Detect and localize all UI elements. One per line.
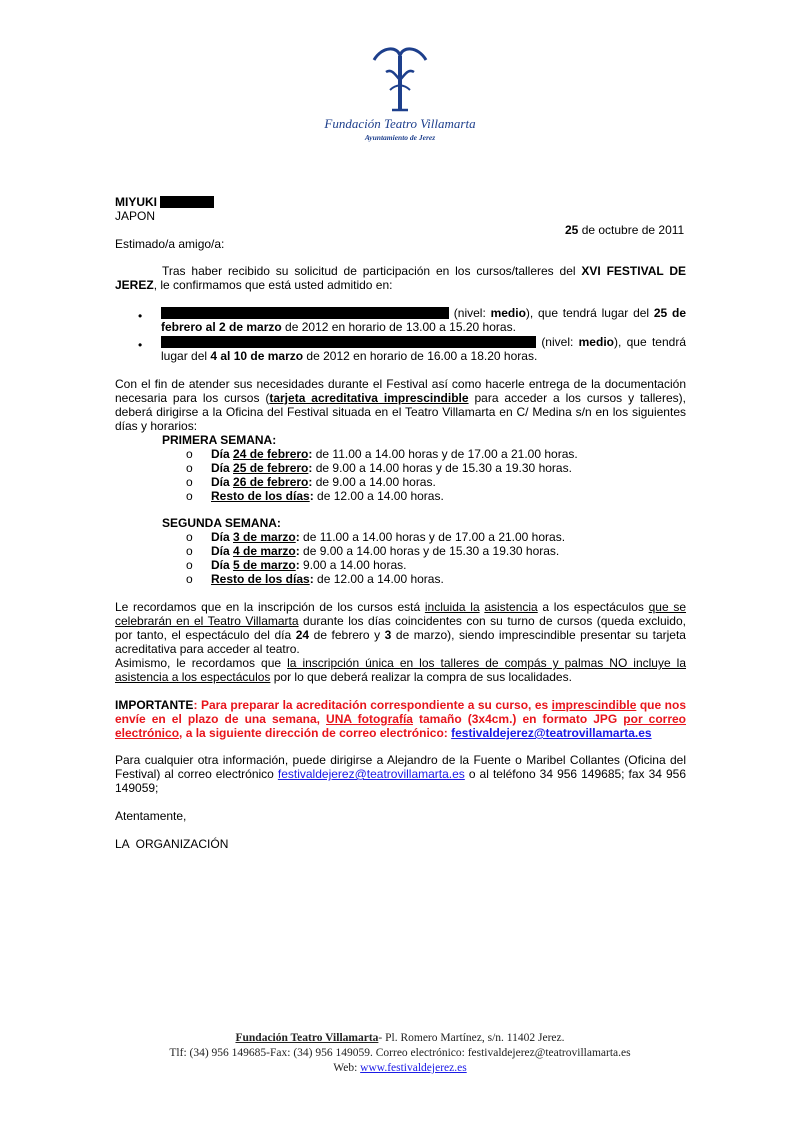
info-email-link[interactable]: festivaldejerez@teatrovillamarta.es xyxy=(277,767,465,781)
footer-line-2: Tlf: (34) 956 149685-Fax: (34) 956 149059. Correo electrónico: festivaldejerez@teatrovillamarta.es xyxy=(169,1047,631,1059)
date-rest: de octubre de 2011 xyxy=(578,223,685,237)
info-paragraph: Para cualquier otra información, puede dirigirse a Alejandro de la Fuente o Maribel Collantes (Oficina del Festival) al correo electrónico festivaldejerez@teatrovillamarta.es o al teléfono 34 956 149685; fax 34 956 149059; xyxy=(115,753,686,795)
logo-subtitle: Ayuntamiento de Jerez xyxy=(364,133,436,142)
greeting: Estimado/a amigo/a: xyxy=(115,237,225,251)
redaction-bar xyxy=(161,336,536,348)
week-title: PRIMERA SEMANA: xyxy=(162,433,277,447)
footer-web-link[interactable]: www.festivaldejerez.es xyxy=(360,1062,467,1074)
recipient-first-name: MIYUKI xyxy=(115,195,157,209)
schedule-item: o Día 3 de marzo: de 11.00 a 14.00 horas y de 17.00 a 21.00 horas. xyxy=(186,530,566,544)
letter-date xyxy=(565,223,684,237)
festival-name: XVI FESTIVAL DE JEREZ xyxy=(115,264,686,292)
footer xyxy=(120,1031,680,1076)
date-day: 25 xyxy=(565,223,579,237)
logo xyxy=(320,42,480,152)
week-list xyxy=(186,447,578,503)
schedule-item: o Día 5 de marzo: 9.00 a 14.00 horas. xyxy=(186,558,407,572)
course-item: (nivel: medio), que tendrá lugar del 4 al 10 de marzo de 2012 en horario de 16.00 a 18.20 horas. xyxy=(161,335,686,363)
important-email-link[interactable]: festivaldejerez@teatrovillamarta.es xyxy=(451,726,652,740)
week-title: SEGUNDA SEMANA: xyxy=(162,516,281,530)
recipient-name xyxy=(115,195,214,209)
signature: LA ORGANIZACIÓN xyxy=(115,837,229,851)
footer-org: Fundación Teatro Villamarta xyxy=(235,1032,379,1044)
logo-name: Fundación Teatro Villamarta xyxy=(324,116,476,131)
closing: Atentamente, xyxy=(115,809,187,823)
schedule-item: o Resto de los días: de 12.00 a 14.00 horas. xyxy=(186,572,444,586)
redaction-bar xyxy=(160,196,214,208)
redaction-bar xyxy=(161,307,449,319)
course-bullet: • xyxy=(138,309,143,323)
schedule-item: o Día 4 de marzo: de 9.00 a 14.00 horas y de 15.30 a 19.30 horas. xyxy=(186,544,560,558)
important-notice: IMPORTANTE: Para preparar la acreditación correspondiente a su curso, es imprescindible que nos envíe en el plazo de una semana, UNA fotografía tamaño (3x4cm.) en formato JPG por correo electrónico, a la siguiente dirección de correo electrónico: festivaldejerez@teatrovillamarta.es xyxy=(115,698,687,740)
schedule-item: o Día 24 de febrero: de 11.00 a 14.00 horas y de 17.00 a 21.00 horas. xyxy=(186,447,578,461)
stylized-f-emblem-icon xyxy=(320,42,480,114)
reminder-paragraph: Le recordamos que en la inscripción de los cursos está incluida la asistencia a los espectáculos que se celebrarán en el Teatro Villamarta durante los días coincidentes con su turno de cursos (queda excluido, por tanto, el espectáculo del día 24 de febrero y 3 de marzo), siendo imprescindible presentar su tarjeta acreditativa para acceder al teatro. xyxy=(115,600,687,656)
important-label: IMPORTANTE xyxy=(115,698,194,712)
schedule-item: o Día 26 de febrero: de 9.00 a 14.00 horas. xyxy=(186,475,436,489)
schedule-item: o Día 25 de febrero: de 9.00 a 14.00 horas y de 15.30 a 19.30 horas. xyxy=(186,461,572,475)
intro-paragraph: Tras haber recibido su solicitud de participación en los cursos/talleres del XVI FESTIVAL DE JEREZ, le confirmamos que está usted admitido en: xyxy=(115,264,686,292)
footer-line-1: Fundación Teatro Villamarta- Pl. Romero Martínez, s/n. 11402 Jerez. xyxy=(235,1032,565,1044)
office-paragraph: Con el fin de atender sus necesidades durante el Festival así como hacerle entrega de la documentación necesaria para los cursos (tarjeta acreditativa imprescindible para acceder a los cursos y talleres), deberá dirigirse a la Oficina del Festival situada en el Teatro Villamarta en C/ Medina s/n en los siguientes días y horarios: xyxy=(115,377,686,433)
reminder-paragraph-2: Asimismo, le recordamos que la inscripción única en los talleres de compás y palmas NO incluye la asistencia a los espectáculos por lo que deberá realizar la compra de sus localidades. xyxy=(115,656,687,684)
card-requirement: tarjeta acreditativa imprescindible xyxy=(269,391,469,405)
course-bullet: • xyxy=(138,338,143,352)
schedule-item: o Resto de los días: de 12.00 a 14.00 horas. xyxy=(186,489,444,503)
footer-line-3: Web: www.festivaldejerez.es xyxy=(333,1062,467,1074)
week-list xyxy=(186,530,565,586)
recipient-country: JAPON xyxy=(115,209,156,223)
course-item: (nivel: medio), que tendrá lugar del 25 de febrero al 2 de marzo de 2012 en horario de 13.00 a 15.20 horas. xyxy=(161,306,686,334)
